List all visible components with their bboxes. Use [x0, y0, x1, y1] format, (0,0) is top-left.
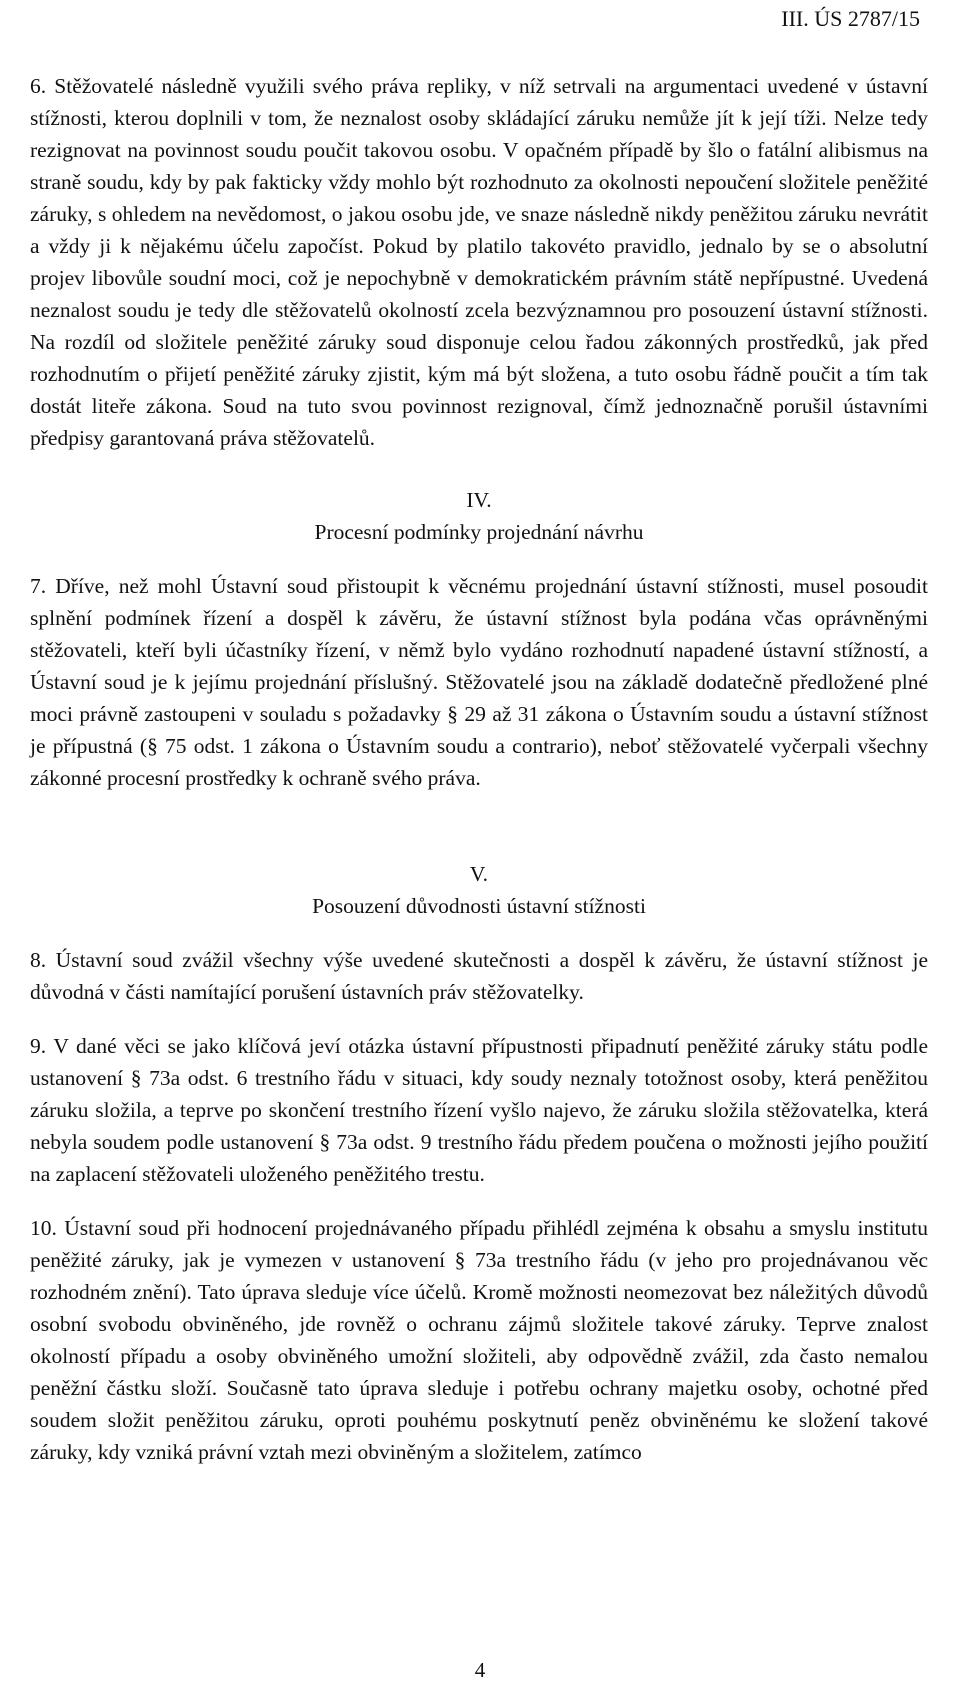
- section-v-title: Posouzení důvodnosti ústavní stížnosti: [312, 894, 646, 918]
- paragraph-6: 6. Stěžovatelé následně využili svého práva repliky, v níž setrvali na argumentaci uvedené v ústavní stížnosti, kterou doplnili v tom, že neznalost osoby skládající záruku nemůže jít k její tíži. Nelze tedy rezignovat na povinnost soudu poučit takovou osobu. V opačném případě by šlo o fatální alibismus na straně soudu, kdy by pak fakticky vždy mohlo být rozhodnuto za okolnosti nepoučení složitele peněžité záruky, s ohledem na nevědomost, o jakou osobu jde, ve snaze následně nikdy peněžitou záruku nevrátit a vždy ji k nějakému účelu započíst. Pokud by platilo takovéto pravidlo, jednalo by se o absolutní projev libovůle soudní moci, což je nepochybně v demokratickém právním státě nepřípustné. Uvedená neznalost soudu je tedy dle stěžovatelů okolností zcela bezvýznamnou pro posouzení ústavní stížnosti. Na rozdíl od složitele peněžité záruky soud disponuje celou řadou zákonných prostředků, jak před rozhodnutím o přijetí peněžité záruky zjistit, kým má být složena, a tuto osobu řádně poučit a tím tak dostát liteře zákona. Soud na tuto svou povinnost rezignoval, čímž jednoznačně porušil ústavními předpisy garantovaná práva stěžovatelů.: [30, 74, 928, 450]
- section-iv-title: Procesní podmínky projednání návrhu: [314, 520, 644, 544]
- case-number-header: III. ÚS 2787/15: [781, 6, 920, 31]
- section-iv-number: IV.: [466, 488, 492, 512]
- document-body: [30, 70, 928, 1468]
- paragraph-9: 9. V dané věci se jako klíčová jeví otázka ústavní přípustnosti připadnutí peněžité záruky státu podle ustanovení § 73a odst. 6 trestního řádu v situaci, kdy soudy neznaly totožnost osoby, která peněžitou záruku složila, a teprve po skončení trestního řízení vyšlo najevo, že záruku složila stěžovatelka, která nebyla soudem podle ustanovení § 73a odst. 9 trestního řádu předem poučena o možnosti jejího použití na zaplacení stěžovateli uloženého peněžitého trestu.: [30, 1034, 928, 1186]
- paragraph-8: 8. Ústavní soud zvážil všechny výše uvedené skutečnosti a dospěl k závěru, že ústavní stížnost je důvodná v části namítající porušení ústavních práv stěžovatelky.: [30, 948, 928, 1004]
- paragraph-10: 10. Ústavní soud při hodnocení projednávaného případu přihlédl zejména k obsahu a smyslu institutu peněžité záruky, jak je vymezen v ustanovení § 73a trestního řádu (v jeho pro projednávanou věc rozhodném znění). Tato úprava sleduje více účelů. Kromě možnosti neomezovat bez náležitých důvodů osobní svobodu obviněného, jde rovněž o ochranu zájmů složitele takové záruky. Teprve znalost okolností případu a osoby obviněného umožní složiteli, aby odpovědně zvážil, zda často nemalou peněžní částku složí. Současně tato úprava sleduje i potřebu ochrany majetku osoby, ochotné před soudem složit peněžitou záruku, oproti pouhému poskytnutí peněz obviněnému ke složení takové záruky, kdy vzniká právní vztah mezi obviněným a složitelem, zatímco: [30, 1216, 928, 1464]
- section-v-number: V.: [469, 862, 489, 886]
- page-number: 4: [474, 1658, 486, 1682]
- paragraph-7: 7. Dříve, než mohl Ústavní soud přistoupit k věcnému projednání ústavní stížnosti, musel posoudit splnění podmínek řízení a dospěl k závěru, že ústavní stížnost byla podána včas oprávněnými stěžovateli, kteří byli účastníky řízení, v němž bylo vydáno rozhodnutí napadené ústavní stížností, a Ústavní soud je k jejímu projednání příslušný. Stěžovatelé jsou na základě dodatečně předložené plné moci právně zastoupeni v souladu s požadavky § 29 až 31 zákona o Ústavním soudu a ústavní stížnost je přípustná (§ 75 odst. 1 zákona o Ústavním soudu a contrario), neboť stěžovatelé vyčerpali všechny zákonné procesní prostředky k ochraně svého práva.: [30, 574, 928, 790]
